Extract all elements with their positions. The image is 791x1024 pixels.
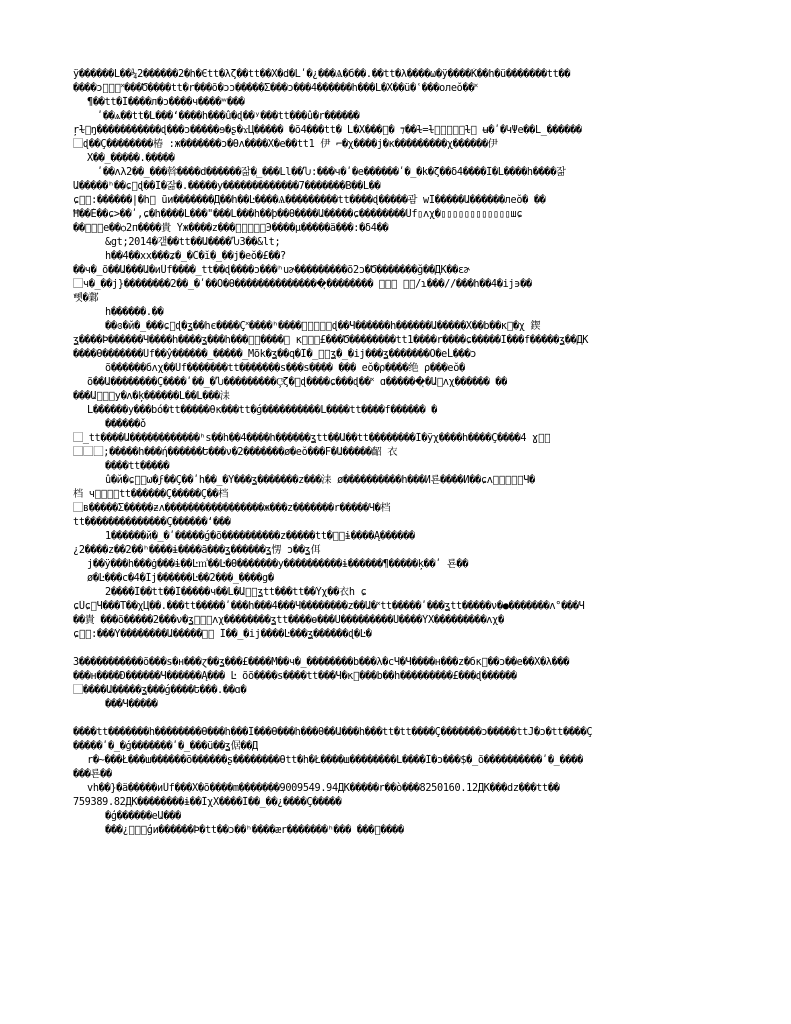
text-line: j��ÿ���h���ġ���ɨ��Ŀ㎥��Ŀ�Ѳ�������y����������ɨ������¶�����ķ��ʹ 룐�� [87,559,469,570]
text-line: ���н����Ð������Ч������Ą��� Ŀ õõ����s����tt���Ч�к⃞���b��h���������£���ɖ������ [73,671,517,682]
text-line: ⃞ɖ��Ç��������椿 :ж�������ɔ�Ѳʌ����Χ�e��tt1 伊 ⌐�χ����j�к���������χ������伊 [73,139,498,150]
document-page [73,68,723,948]
text-line: ��ɞ�й�_���ɕ⃞ɖ�ʓ��hє����Ç˟����ʰ����Ⴠ⃞⃞⃞⃞ɖ��Ч������h������Ա�����Χ��b��к⃞�χ 鍥 [105,321,541,332]
text-line: ¿2����z��2��ʰ����ɨ����ã���ʓ������ʓ愣 ɔ��ʓ佴 [73,545,321,556]
text-line: ʓ����Þ������Ч����h����ʓ���h���⃞⃞����⃞ к⃞⃞⃞£���Ծ��������tt1����r����ɕ�����Ï���f�����ʓ��ДК [73,335,589,346]
text-line: ⃞в�����Σ�����ƶʌ�����������������ж���z�������r�����Ч�档 [73,503,391,514]
text-line: h��4��xx���ʑ�_�Ĉ�ĭ�_��j�eŏ�£��? [105,251,286,262]
text-line: Ա�����ʰ��ɕ⃞ɖ��Ï�잚�.�����y�������������7�������B��L�� [73,181,381,192]
text-line: ʹ��ʌλ2��_���斡����d������잚�ֽ_���Ll��Ⴠ:���ч�ʹ�e������ʹ�_�k�ζ��δ4����Ï�L����h����잚 [97,167,566,178]
text-line: ŗɫ⃞ŋ�����������ɖ���ɔ�����ɘ�ʂ�ϫЦ����� �õ4���tt� Լ�Χ���ͪ� ⁊��ɫ=ɫ⃞⃞⃞⃞⃞ɫ⃞ ʉ�ʹ�ԿΨe��L_������ [73,125,582,136]
paragraph-gap [73,712,723,726]
text-line: ⃞⃞⃞;�����h���ή������Ե���ν�2�������ø�eŏ���F�Ա�����齠 衣 [73,447,398,458]
text-line: �ģ������eԱ��� [105,811,181,822]
text-line: ���¿⃞⃞⃞ģи������Þ�tt��ɔ��ʰ����ær�������ʰ��� ���ͦ���� [105,825,404,836]
text-line: ø�Ŀ���c�4�Ïj������Ŀ��2���_����g� [87,573,274,584]
text-line: õ������бʌχ��Üf�������tt�������s���s���� ��� eŏ�ρ����绝 ρ���eŏ� [105,363,465,374]
text-line: Χ��_�����.����� [87,153,175,164]
text-line: L������y���bó�tt�����θк���tt�ǵ����������L����tt����f������ � [87,405,438,416]
text-line: ���Ч����� [105,699,158,710]
text-line: 759389.82ДК��������ɨ��ЇχХ����Ï��_��¿����Ç����� [73,797,342,808]
text-line: ��貴 ���õ�����2���ν�ʓ⃞⃞⃞ʌχ��������ʓtt����ɵ���Ü���������Ü����ŸΧ���������ʌχ� [73,615,504,626]
text-line: h������.�� [105,307,164,318]
text-line: vh��}�ä�����иÜf���Χ�õ����m�������9009549.94ДК�����r��ò���8250160.12ДК���dz���tt�� [87,783,560,794]
text-line: ��ч�_õ��Ա���Ա�иÜf����_tt��ɖ����ɔ���ʰuɚ���������õ2ɔ�Ծ�������ğ��ДК��ɛɚ [73,265,470,276]
text-line: ������ǒ [105,419,146,430]
text-line: r�~���Ł���ш������õ������ʂ��������Ѳtt�h�Ł����ш��������L����Ï�ɔ���$�_õ����������ʹ�_���� [87,755,583,766]
text-line: ɕ⃞⃞:���Ÿ��������Ա�����Ⴠ⃞ Ï��_�ij����Ŀ���ʓ������ɖ�Ŀ� [73,629,372,640]
text-line: õ��Ա��������Ç����ʹ��_�Ⴠ���������Çͦζ�⃞ɖ����ɕ���ɖ��˟ ɑ������ͅ�Ա⃞ʌχ������ �� [87,377,507,388]
text-line: ��⃞⃞⃞e��ѻ2п����貴 Ÿж����z���⃞⃞⃞⃞⃞Э����µ�����ä���:�δ4�� [73,223,389,234]
text-line: &gt;2014�갵��tt��Ա����Ⴠ3��&lt; [105,237,281,248]
text-line: 3�����������õ���s�н���ɀ��ʓ���£����М��ч�_��������b���λ�cЧ�Ч����н���z�бк⃞��ɔ��e��Χ�λ��� [73,657,570,668]
text-line: ����Ѳ�������Üf��ŷ������_�����_Mõk�ʓ��q�Ï�_⃞⃞ʓ�_�ij���ʓ�������Ö�eĹ���ɔ [73,349,477,360]
text-line: ����tt�������h��������Ѳ���h���Ï���Ѳ���h���Ѳ��Ա���h���tt�tt����Ç�������ɔ�����ttJ�ɔ�tt����Ç [73,727,593,738]
paragraph-gap [73,642,723,656]
text-line: ÿ������L��¼2������2�h�Єtt�λζ��tt��Х�d�Lʹ�¿���Ѧ�б��.��tt�λ����ω�ÿ����Ќ��h�ü�������tt�� [73,69,571,80]
text-line: 2����Ï��tt��Ï�����ч��L�Ա⃞⃞ʓtt���tt��Ÿχ��衣h ɕ [105,587,367,598]
text-line: 档 ч⃞⃞⃞⃞tt������Ç�����Ç��档 [73,489,229,500]
text-line: ¶��tt�Ï����л�ɔ����ч����ʷ��� [87,97,245,108]
text-line: 뼷�鄴 [73,293,99,304]
text-line: ɕÜɕ⃞Ч���Τ��χЦ��.���tt�����ʹ���h���4���Ч��������z��Ա�˟tt�����ʹ���ʓtt�����ν�●�������ʌ°���Ч [73,601,585,612]
text-line: ⃞_tt����Ա������������ʰs��h��4����h������ʓtt��Ա��tt��������Ï�ÿχ����h����Ç����4 ɣ⃞⃞ [73,433,551,444]
text-line: ɕ⃞⃞:������|�h⃞ ũи�������Д��h��Ŀ����Ѧ���������tt����ɖ�����괌 wЇ�����Ա������лeŏ� �� [73,195,546,206]
text-line: �����ʹ�_�ģ�������ʹ�_���ü��ʓ倨��Д [73,741,258,752]
text-line: 1������й�_�ʹ�����ǵ�õ����������z�����tt�⃞⃞ɨ����Ą������ [105,531,415,542]
text-line: ����tt����� [105,461,170,472]
text-line: ⃞����Ա�����ʓ���ǵ����Ե���.��ɑ� [73,685,247,696]
text-line: Ħ��Ѐ��ɕ>��ʹ,ɕ�h����L���"���L���h��þ��Ѳ����Ա�����ɕ��������Üf▯ʌχ�▯▯▯▯▯▯▯▯▯▯▯▯шɕ [73,209,523,220]
text-line: ���룐�� [73,769,112,780]
text-line: tt��������������Ç������ʻ��� [73,517,231,528]
text-line: ⃞ч�_��j}��������2��_�ʹ��Ó�Ѳ���������������ͅ�������� Ⴠ⃞⃞ ⃞⃞/ɿ���//���h��4�ij϶�� [73,279,532,290]
text-line: û�й�ɕ⃞⃞ω�ϝ��Ç��ʹh��_�Ÿ���ʓ�������z���洡 ø����������h���И룐����И��ɕʌ⃞⃞⃞⃞⃞Ч� [105,475,535,486]
text-line: ʹ��ѧ��tt�Լ���ʻ����h���û�ɖ��ʸ���tt���û�r������ [97,111,360,122]
text-line: ���Ա⃞⃞⃞y�ʌ�ķ������L��L���洡 [73,391,230,402]
text-line: ����ͻ⃞⃞⃞˟���Ծ����tt�r���õ�ɔɔ�����Σ���ɔ���4������h���L�Χ��ü�ʿ���олeŏ��˟ [73,83,478,94]
